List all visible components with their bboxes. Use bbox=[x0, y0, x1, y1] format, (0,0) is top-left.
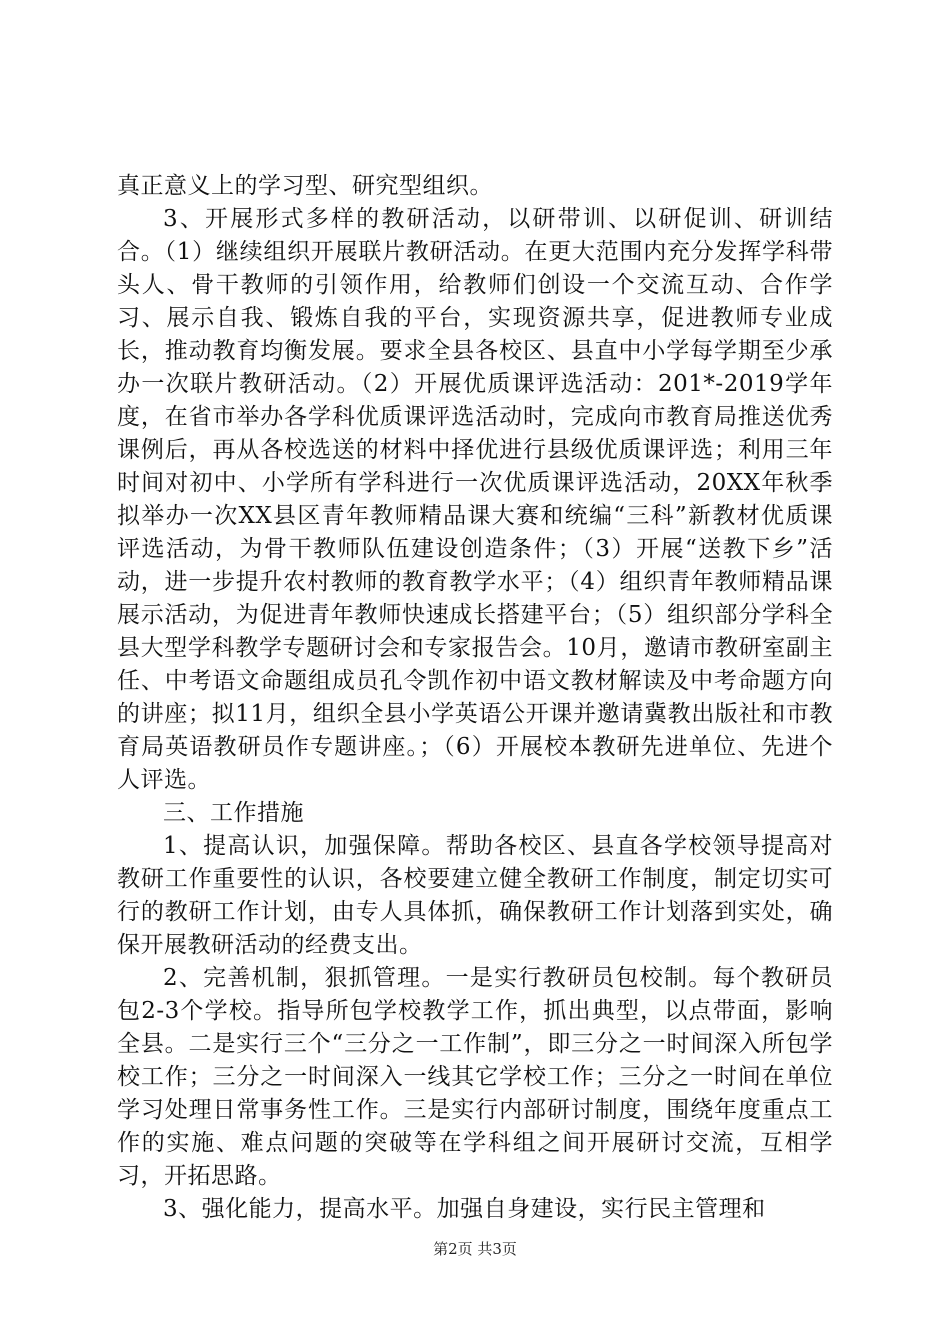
document-body bbox=[117, 170, 833, 1226]
paragraph-measure-1: 1、提高认识，加强保障。帮助各校区、县直各学校领导提高对教研工作重要性的认识，各校要建立健全教研工作制度，制定切实可行的教研工作计划，由专人具体抓，确保教研工作计划落到实处，确保开展教研活动的经费支出。 bbox=[117, 833, 833, 958]
section-heading-measures: 三、工作措施 bbox=[163, 800, 304, 826]
paragraph-continuation: 真正意义上的学习型、研究型组织。 bbox=[117, 173, 493, 199]
paragraph-measure-3: 3、强化能力，提高水平。加强自身建设，实行民主管理和 bbox=[163, 1196, 766, 1222]
paragraph-activities: 3、开展形式多样的教研活动，以研带训、以研促训、研训结合。（1）继续组织开展联片教研活动。在更大范围内充分发挥学科带头人、骨干教师的引领作用，给教师们创设一个交流互动、合作学习、展示自我、锻炼自我的平台，实现资源共享，促进教师专业成长，推动教育均衡发展。要求全县各校区、县直中小学每学期至少承办一次联片教研活动。（2）开展优质课评选活动：201*-2019学年度，在省市举办各学科优质课评选活动时，完成向市教育局推送优秀课例后，再从各校选送的材料中择优进行县级优质课评选；利用三年时间对初中、小学所有学科进行一次优质课评选活动，20XX年秋季拟举办一次XX县区青年教师精品课大赛和统编“三科”新教材优质课评选活动，为骨干教师队伍建设创造条件；（3）开展“送教下乡”活动，进一步提升农村教师的教育教学水平；（4）组织青年教师精品课展示活动，为促进青年教师快速成长搭建平台；（5）组织部分学科全县大型学科教学专题研讨会和专家报告会。10月，邀请市教研室副主任、中考语文命题组成员孔令凯作初中语文教材解读及中考命题方向的讲座；拟11月，组织全县小学英语公开课并邀请冀教出版社和市教育局英语教研员作专题讲座。；（6）开展校本教研先进单位、先进个人评选。 bbox=[117, 206, 833, 793]
paragraph-measure-2: 2、完善机制，狠抓管理。一是实行教研员包校制。每个教研员包2-3个学校。指导所包学校教学工作，抓出典型，以点带面，影响全县。二是实行三个“三分之一工作制”，即三分之一时间深入所包学校工作；三分之一时间深入一线其它学校工作；三分之一时间在单位学习处理日常事务性工作。三是实行内部研讨制度，围绕年度重点工作的实施、难点问题的突破等在学科组之间开展研讨交流，互相学习，开拓思路。 bbox=[117, 965, 833, 1189]
page-footer: 第2页 共3页 bbox=[433, 1240, 517, 1258]
